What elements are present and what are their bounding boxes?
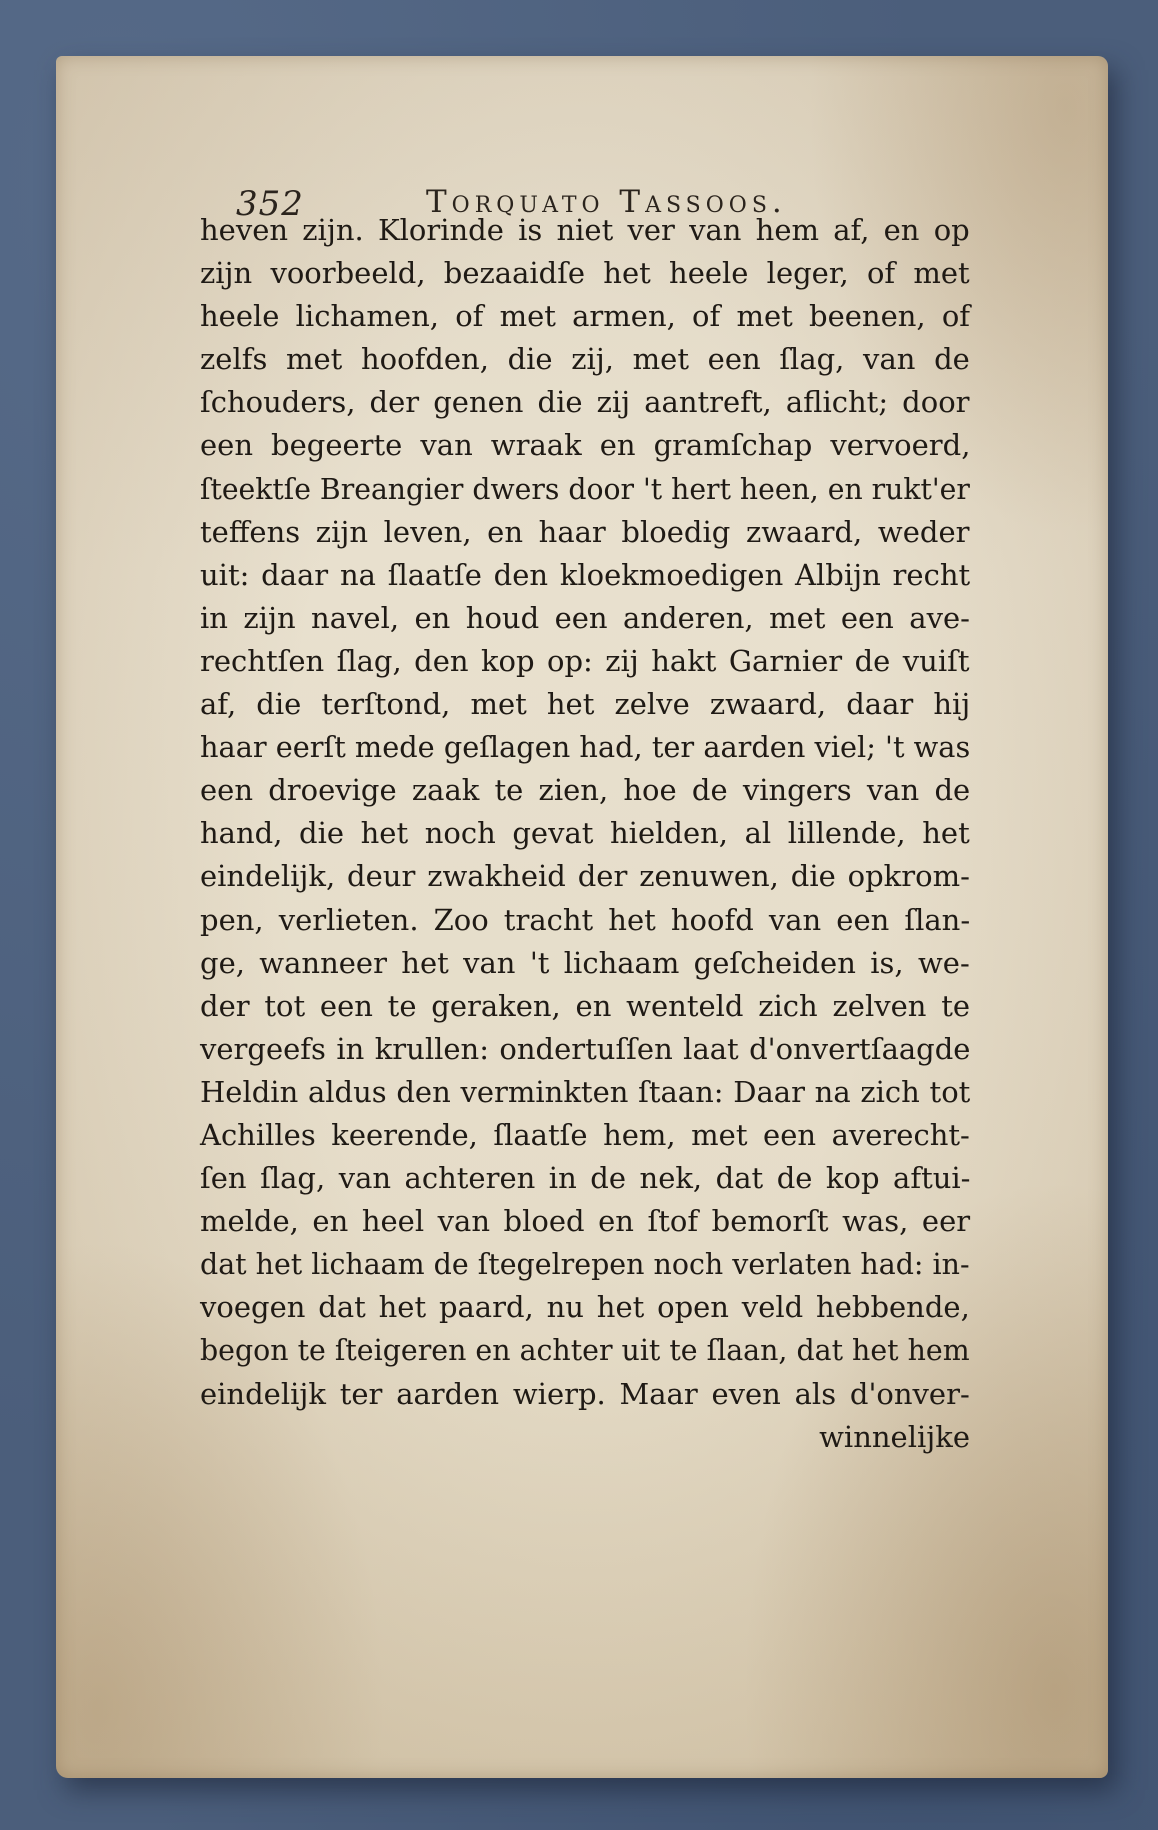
page-number: 352 (236, 184, 304, 224)
text-line: rechtſen ſlag, den kop op: zij hakt Garnier de vuiſt (200, 643, 970, 678)
text-line: heven zijn. Klorinde is niet ver van hem af, en op (200, 213, 970, 247)
text-line: ſteektſe Breangier dwers door 't hert heen, en rukt'er (200, 471, 970, 506)
text-line: Achilles keerende, ſlaatſe hem, met een averecht- (200, 1117, 970, 1152)
text-line: een droevige zaak te zien, hoe de vingers van de (200, 773, 971, 808)
text-line: af, die terſtond, met het zelve zwaard, daar hij (200, 687, 971, 722)
text-line: pen, verlieten. Zoo tracht het hoofd van een ſlan- (200, 902, 971, 937)
text-line: begon te ſteigeren en achter uit te ſlaan, dat het hem (200, 1333, 970, 1368)
text-line: haar eerſt mede geſlagen had, ter aarden viel; 't was (200, 730, 971, 765)
body-text (200, 209, 970, 1459)
text-line: ge, wanneer het van 't lichaam geſcheiden is, we- (200, 945, 970, 980)
text-line: teffens zijn leven, en haar bloedig zwaard, weder (200, 514, 970, 549)
running-title: Torquato Tassoos. (426, 184, 787, 220)
text-line: eindelijk ter aarden wierp. Maar even als d'onver- (200, 1376, 970, 1411)
text-line: der tot een te geraken, en wenteld zich zelven te (200, 988, 971, 1023)
text-line: zijn voorbeeld, bezaaidſe het heele leger, of met (200, 256, 970, 291)
text-line: voegen dat het paard, nu het open veld hebbende, (200, 1290, 970, 1325)
text-line: Heldin aldus den verminkten ſtaan: Daar na zich tot (200, 1074, 971, 1109)
text-line: melde, en heel van bloed en ſtof bemorſt was, eer (200, 1204, 971, 1239)
text-line: uit: daar na ſlaatſe den kloekmoedigen Albijn recht (200, 557, 971, 592)
text-line: ſen ſlag, van achteren in de nek, dat de kop aftui- (200, 1161, 971, 1196)
text-line: vergeefs in krullen: ondertuſſen laat d'onvertſaagde (200, 1031, 971, 1066)
catchword: winnelijke (819, 1419, 970, 1454)
text-line: heele lichamen, of met armen, of met beenen, of (200, 299, 971, 334)
text-line: ſchouders, der genen die zij aantreft, aflicht; door (200, 385, 970, 420)
text-line: in zijn navel, en houd een anderen, met een ave- (200, 600, 970, 635)
text-line: zelfs met hoofden, die zij, met een ſlag, van de (200, 342, 970, 377)
text-line: een begeerte van wraak en gramſchap vervoerd, (200, 428, 971, 463)
text-line: eindelijk, deur zwakheid der zenuwen, die opkrom- (200, 859, 970, 894)
book-page (56, 56, 1108, 1778)
text-line: dat het lichaam de ſtegelrepen noch verlaten had: in- (200, 1247, 970, 1282)
text-line: hand, die het noch gevat hielden, al lillende, het (200, 816, 970, 851)
